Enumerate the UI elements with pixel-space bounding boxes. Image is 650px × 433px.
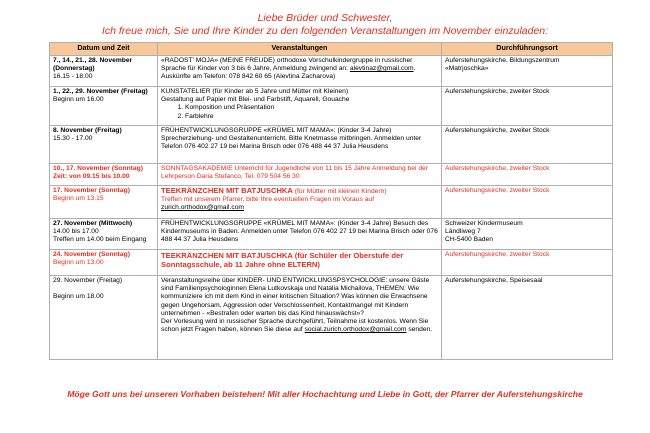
- row-time: Beginn um 16.00: [53, 96, 104, 104]
- table-row: [50, 87, 613, 126]
- place-line: Ländliweg 7: [445, 228, 481, 236]
- event-cell: [158, 87, 442, 126]
- place-cell: [442, 219, 613, 250]
- place-line: CH-5400 Baden: [445, 236, 493, 244]
- date-cell: [50, 56, 158, 87]
- table-row: [50, 219, 613, 250]
- table-row: [50, 164, 613, 186]
- email-link[interactable]: alevtinaz@gmail.com: [349, 65, 414, 73]
- row-date: 17. November (Sonntag): [53, 187, 130, 194]
- event-cell: [158, 276, 442, 360]
- place-line: «Matrjoschka»: [445, 65, 489, 73]
- table-row: [50, 276, 613, 360]
- greeting-line: Liebe Brüder und Schwester,: [257, 12, 393, 24]
- event-title: [161, 188, 387, 195]
- place-cell: Auferstehungskirche, zweiter Stock: [442, 164, 613, 186]
- row-time: Beginn um 13.00: [53, 259, 104, 267]
- invitation-line: Ich freue mich, Sie und Ihre Kinder zu den folgenden Veranstaltungen im November einzuladen:: [101, 25, 549, 37]
- event-text-tail: . Auskünfte am Telefon: 078 842 60 65 (Alevtina Zacharova): [161, 65, 416, 81]
- row-time-note: Treffen um 14.00 beim Eingang: [53, 236, 147, 244]
- row-time: Zeit: von 09.15 bis 10.00: [53, 173, 130, 181]
- header-date: Datum und Zeit: [50, 43, 158, 56]
- events-table: [49, 42, 613, 360]
- header-events: Veranstaltungen: [158, 43, 442, 56]
- topic-list: [167, 104, 438, 120]
- place-line: Auferstehungskirche, Bildungszentrum: [445, 57, 560, 64]
- row-date: 7., 14., 21., 28. November (Donnerstag): [53, 57, 133, 73]
- date-cell: [50, 186, 158, 219]
- event-title-text: TEEKRÄNZCHEN MIT BATJUSCHKA: [161, 186, 293, 195]
- event-text: «RADOST' MOJA» (MEINE FREUDE) orthodoxe Vorschulkindergruppe in russischer Sprache für Kinder von 3 bis 6 Jahre, Anmeldung zwingend an:: [161, 57, 413, 73]
- table-row: [50, 186, 613, 219]
- header-place: Durchführungsort: [442, 43, 613, 56]
- event-cell: [158, 56, 442, 87]
- list-item: 1. Komposition und Präsentation: [185, 104, 438, 112]
- row-date: 29. November (Freitag): [53, 277, 123, 284]
- closing-line: Möge Gott uns bei unseren Vorhaben beistehen! Mit aller Hochachtung und Liebe in Gott, der Pfarrer der Auferstehungskirche: [67, 389, 583, 399]
- table-row: [50, 250, 613, 276]
- date-cell: [50, 87, 158, 126]
- event-text: Treffen mit unserem Pfarrer, bitte Ihre eventuellen Fragen im Voraus auf: [161, 196, 374, 204]
- date-cell: [50, 276, 158, 360]
- row-time: 15.30 - 17.00: [53, 135, 93, 143]
- place-cell: Auferstehungskirche, zweiter Stock: [442, 126, 613, 164]
- place-cell: Auferstehungskirche, zweiter Stock: [442, 87, 613, 126]
- event-cell: [158, 250, 442, 276]
- place-cell: Auferstehungskirche, zweiter Stock: [442, 250, 613, 276]
- event-text: Veranstaltungsreihe über KINDER- UND ENTWICKLUNGSPSYCHOLOGIE: unsere Gäste sind Familienpsychologinnen Elena Lutkovskaja und Natalia Michailova, THEMEN: Wie kommuniziere ich mit dem Kind in einer kritischen Situation? Was können die Erwachsene gegen Ungehorsam, Aggression oder Verschlossenheit, Kontaktmangel mit Kindern unternehmen - «Bestrafen oder warten bis das Kind hinauswächst»?: [161, 277, 430, 317]
- event-text: Der Vorlesung wird in russischer Sprache durchgeführt, Teilnahme ist kostenlos. Wenn Sie schon jetzt Fragen haben, können Sie diese auf: [161, 318, 429, 334]
- date-cell: [50, 219, 158, 250]
- place-cell: [442, 56, 613, 87]
- event-cell: SONNTAGSAKADEMIE Unterricht für Jugendliche von 11 bis 15 Jahre Anmeldung bei der Lehrperson Daria Stefanco, Tel. 079 504 56 30: [158, 164, 442, 186]
- event-cell: FRÜHENTWICKLUNGSGRUPPE «KRÜMEL MIT MAMA»: (Kinder 3-4 Jahre) Sprecherziehung- und Gestaltenunterricht. Bitte Knetmasse mitbringen. Anmelden unter Telefon 076 402 27 19 bei Marina Brisch oder 076 488 44 37 Julia Heusdens: [158, 126, 442, 164]
- row-time: 14.00 bis 17.00: [53, 228, 99, 236]
- row-date: 10., 17. November (Sonntag): [53, 165, 143, 172]
- table-row: [50, 126, 613, 164]
- row-time: 16.15 - 18.00: [53, 73, 93, 81]
- event-text-tail: senden.: [408, 326, 433, 334]
- list-item: 2. Farblehre: [185, 113, 438, 121]
- event-title: KUNSTATELIER (für Kinder ab 5 Jahre und Mütter mit Kleinen): [161, 88, 349, 95]
- event-title: TEEKRÄNZCHEN MIT BATJUSCHKA (für Schüler der Oberstufe der Sonntagsschule, ab 11 Jahre ohne ELTERN): [161, 251, 404, 269]
- row-date: 1., 22., 29. November (Freitag): [53, 88, 148, 95]
- table-row: [50, 56, 613, 87]
- email-link[interactable]: social.zurich.orthodox@gmail.com: [304, 326, 407, 334]
- event-text: Gestaltung auf Papier mit Blei- und Farbstift, Aquarell, Gouache: [161, 96, 350, 104]
- date-cell: [50, 126, 158, 164]
- date-cell: [50, 164, 158, 186]
- event-cell: FRÜHENTWICKLUNGSGRUPPE «KRÜMEL MIT MAMA»: (Kinder 3-4 Jahre) Besuch des Kindermuseums in Baden. Anmelden unter Telefon 076 402 27 19 bei Marina Brisch oder 076 488 44 37 Julia Heusdens: [158, 219, 442, 250]
- place-cell: Auferstehungskirche, Speisesaal: [442, 276, 613, 360]
- row-date: 27. November (Mittwoch): [53, 220, 133, 227]
- place-line: Schweizer Kindermuseum: [445, 220, 523, 227]
- row-time: Beginn um 18.00: [53, 293, 104, 301]
- row-date: 24. November (Sonntag): [53, 251, 130, 258]
- email-link[interactable]: zurich.orthodox@gmail.com: [161, 204, 244, 212]
- event-title-note: (für Mütter mit kleinen Kindern): [294, 188, 387, 195]
- row-time: Beginn um 13.15: [53, 195, 104, 203]
- place-cell: Auferstehungskirche, zweiter Stock: [442, 186, 613, 219]
- date-cell: [50, 250, 158, 276]
- row-date: 8. November (Freitag): [53, 127, 122, 134]
- event-cell: [158, 186, 442, 219]
- table-header-row: [50, 43, 613, 56]
